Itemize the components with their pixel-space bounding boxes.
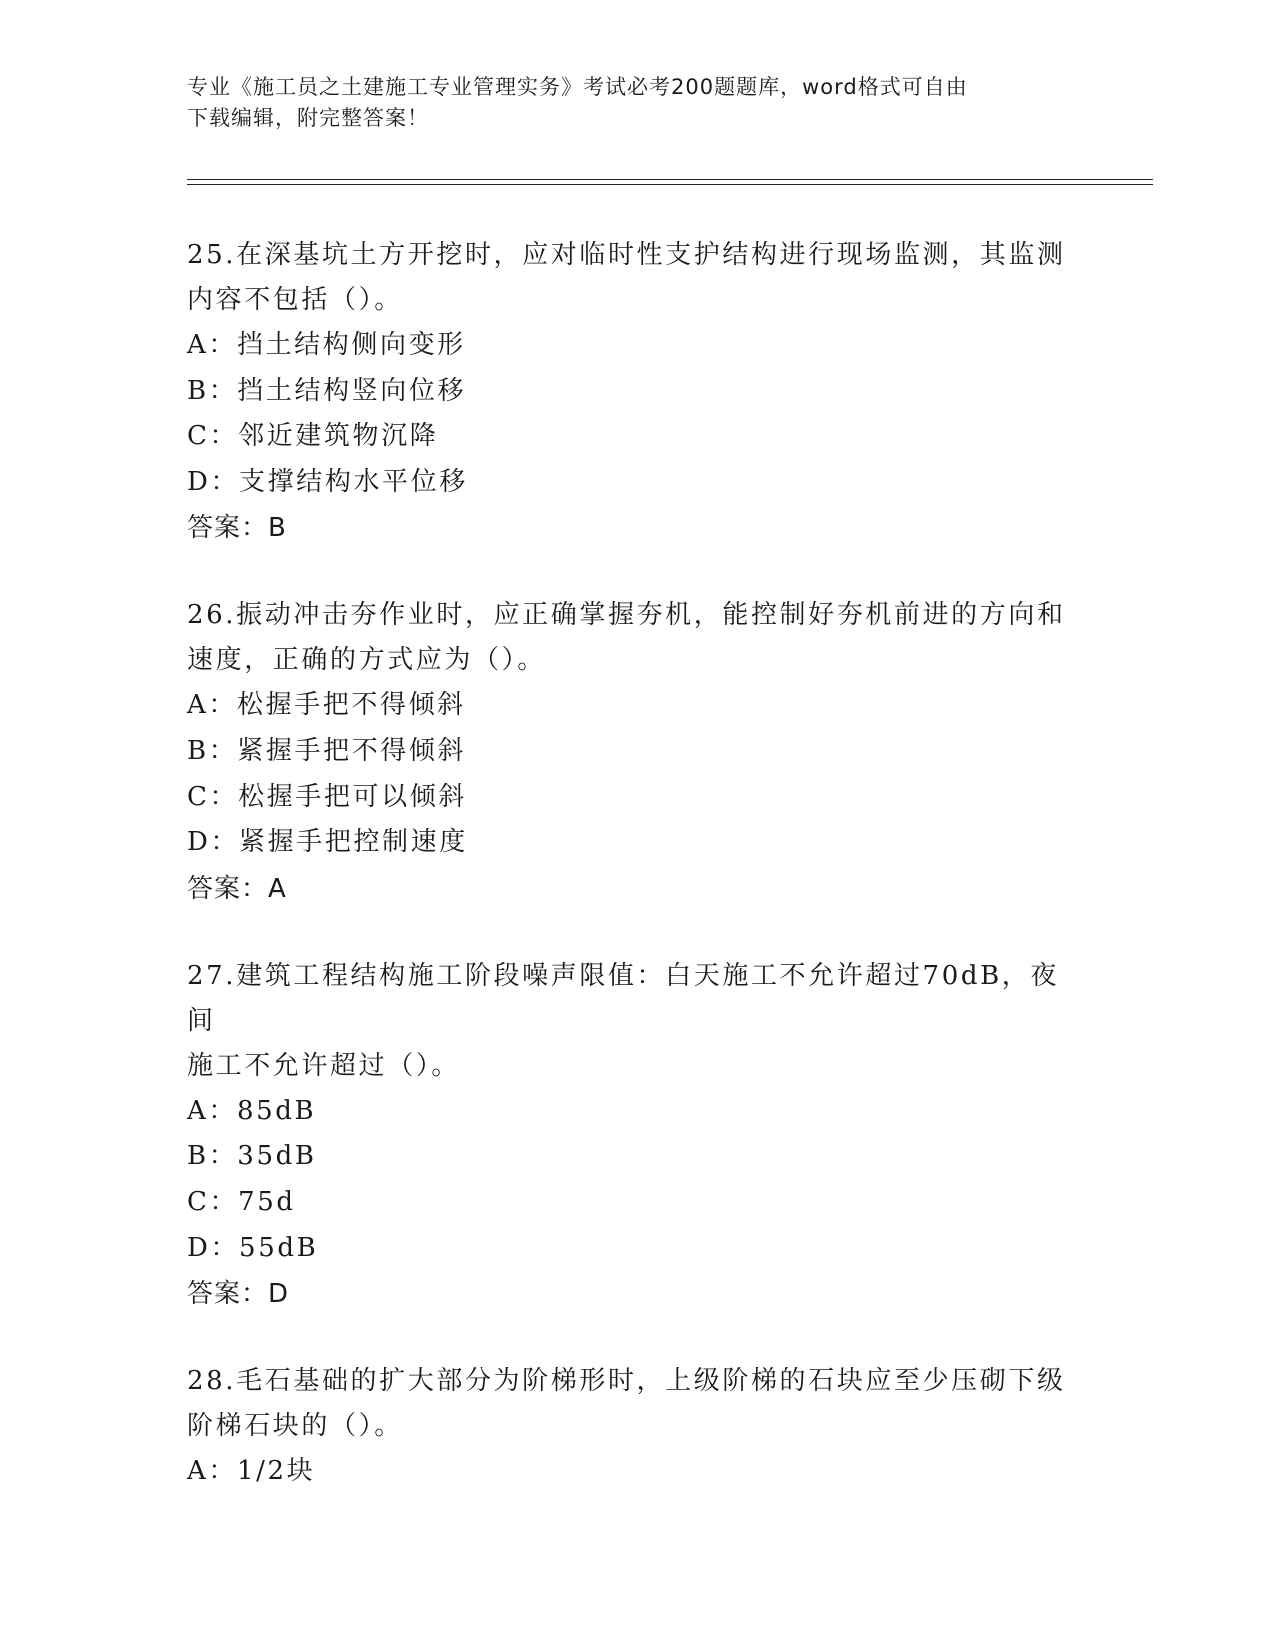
question-text-line: 27.建筑工程结构施工阶段噪声限值：白天施工不允许超过70dB，夜间 xyxy=(187,960,1059,1036)
question-26 xyxy=(187,593,1087,911)
option-d: D：55dB xyxy=(187,1232,319,1263)
option-c: C：松握手把可以倾斜 xyxy=(187,781,467,812)
answer: 答案：D xyxy=(187,1279,290,1310)
option-d: D：紧握手把控制速度 xyxy=(187,827,468,858)
option-c: C：75d xyxy=(187,1186,296,1217)
question-25 xyxy=(187,233,1087,551)
header-line-2: 下载编辑，附完整答案！ xyxy=(187,106,429,130)
header-line-1: 专业《施工员之土建施工专业管理实务》考试必考200题题库，word格式可自由 xyxy=(187,75,968,99)
option-a: A：松握手把不得倾斜 xyxy=(187,690,466,721)
option-a: A：挡土结构侧向变形 xyxy=(187,330,466,360)
header-divider-bottom xyxy=(187,184,1153,185)
option-a: A：85dB xyxy=(187,1095,317,1126)
option-a: A：1/2块 xyxy=(187,1456,316,1487)
question-text-line: 阶梯石块的（）。 xyxy=(187,1411,403,1442)
option-b: B：挡土结构竖向位移 xyxy=(187,375,467,406)
question-list xyxy=(187,233,1087,1537)
answer: 答案：B xyxy=(187,513,287,544)
header-divider-top xyxy=(187,179,1153,180)
question-text-line: 施工不允许超过（）。 xyxy=(187,1050,461,1081)
question-text-line: 28.毛石基础的扩大部分为阶梯形时，上级阶梯的石块应至少压砌下级 xyxy=(187,1366,1066,1397)
option-b: B：35dB xyxy=(187,1141,317,1172)
option-d: D：支撑结构水平位移 xyxy=(187,466,468,497)
option-c: C：邻近建筑物沉降 xyxy=(187,421,439,452)
answer: 答案：A xyxy=(187,873,287,904)
question-text-line: 25.在深基坑土方开挖时，应对临时性支护结构进行现场监测，其监测 xyxy=(187,240,1066,270)
question-28 xyxy=(187,1359,1087,1495)
document-header xyxy=(187,72,1077,134)
question-text-line: 内容不包括（）。 xyxy=(187,285,403,315)
question-text-line: 速度，正确的方式应为（）。 xyxy=(187,645,546,676)
option-b: B：紧握手把不得倾斜 xyxy=(187,735,467,766)
question-text-line: 26.振动冲击夯作业时，应正确掌握夯机，能控制好夯机前进的方向和 xyxy=(187,600,1066,631)
question-27 xyxy=(187,954,1087,1317)
